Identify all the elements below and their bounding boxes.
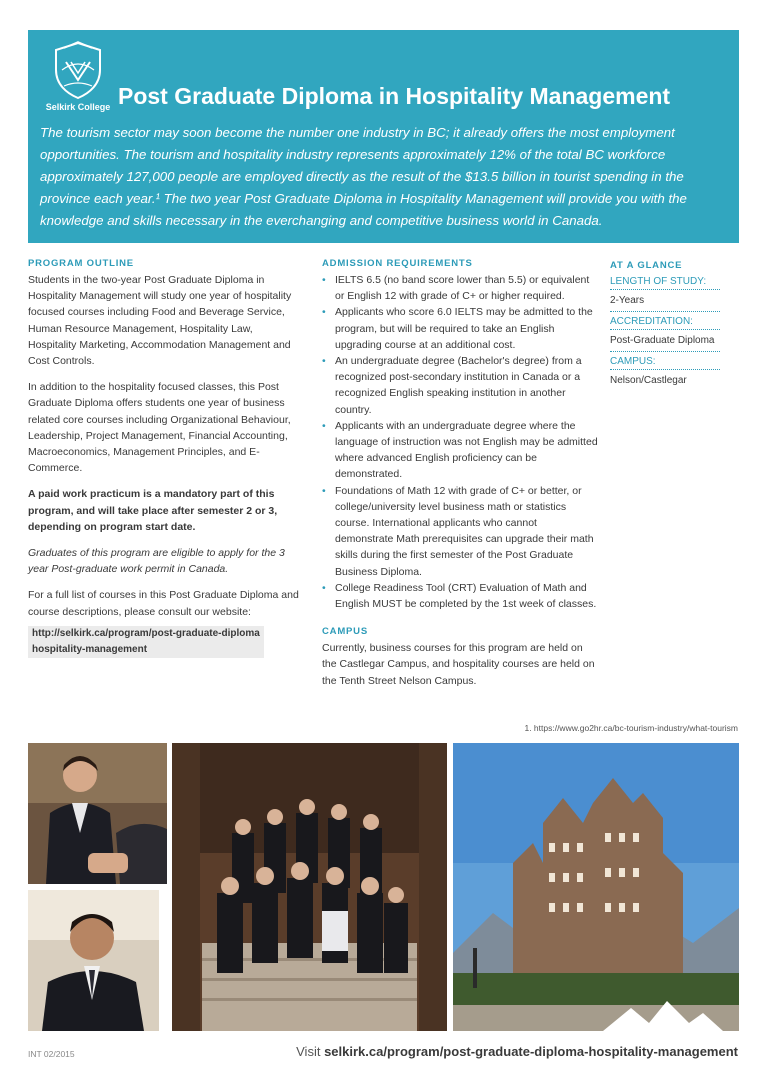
college-logo <box>44 40 112 116</box>
at-a-glance-section <box>610 259 720 391</box>
campus-text: Currently, business courses for this program are held on the Castlegar Campus, and hospitality courses are held on the Tenth Street Nelson Campus. <box>322 642 595 687</box>
campus-value: Nelson/Castlegar <box>610 375 687 386</box>
admission-item: • Applicants who score 6.0 IELTS may be admitted to the program, but will be required to take an English upgrading course at an additional cost. <box>322 304 598 353</box>
campus-heading: CAMPUS <box>322 626 368 638</box>
admission-heading: ADMISSION REQUIREMENTS <box>322 258 473 269</box>
divider <box>610 369 720 370</box>
accreditation-label: ACCREDITATION: <box>610 316 693 327</box>
divider <box>610 311 720 312</box>
admission-item: • IELTS 6.5 (no band score lower than 5.5) or equivalent or English 12 with grade of C+ or higher required. <box>322 272 598 304</box>
campus-section <box>322 625 598 689</box>
intro-paragraph: The tourism sector may soon become the number one industry in BC; it already offers the most employment opportunities. The tourism and hospitality industry represents approximately 12% of the total BC workforce approximately 127,000 people are employed directly as the result of the $13.5 billion in tourist spending in the province each year.¹ The two year Post Graduate Diploma in Hospitality Management will provide you with the knowledge and skills necessary in the everchanging and competitive business world in Canada. <box>40 125 687 228</box>
divider <box>610 289 720 290</box>
divider <box>610 329 720 330</box>
visit-url-link[interactable]: selkirk.ca/program/post-graduate-diploma-hospitality-management <box>324 1044 738 1059</box>
shield-icon <box>44 40 112 102</box>
length-of-study-value: 2-Years <box>610 295 645 306</box>
admission-item: • Foundations of Math 12 with grade of C+ or better, or college/university level business math or statistics course. International applicants who cannot demonstrate Math prerequisites can upgrade their math skills during the first semester of the Post Graduate Business Diploma. <box>322 483 598 580</box>
practicum-paragraph: A paid work practicum is a mandatory part of this program, and will take place after semester 2 or 3, depending on program start date. <box>28 488 278 533</box>
program-outline-heading: PROGRAM OUTLINE <box>28 258 134 269</box>
admission-list <box>322 272 598 612</box>
program-url-line-1: http://selkirk.ca/program/post-graduate-diploma <box>32 627 260 639</box>
length-of-study-label: LENGTH OF STUDY: <box>610 276 707 287</box>
admission-section <box>322 257 598 689</box>
program-url-link[interactable] <box>28 626 264 658</box>
document-code: INT 02/2015 <box>28 1049 75 1059</box>
admission-item: • An undergraduate degree (Bachelor's degree) from a recognized post-secondary institution in Canada or a recognized English speaking institution in another country. <box>322 353 598 418</box>
header-banner <box>28 30 739 243</box>
glance-heading: AT A GLANCE <box>610 260 683 271</box>
page-title: Post Graduate Diploma in Hospitality Management <box>118 83 671 109</box>
accreditation-value: Post-Graduate Diploma <box>610 335 715 346</box>
visit-label: Visit <box>296 1044 321 1059</box>
program-outline-section <box>28 257 303 658</box>
campus-label: CAMPUS: <box>610 356 656 367</box>
footer-visit <box>296 1044 738 1059</box>
courses-paragraph: For a full list of courses in this Post Graduate Diploma and course descriptions, please consult our website: <box>28 589 299 618</box>
photo-hotel-building <box>453 743 739 1031</box>
program-url-line-2: hospitality-management <box>32 643 148 655</box>
photo-hotel-staff <box>28 890 159 1031</box>
outline-paragraph-1: Students in the two-year Post Graduate Diploma in Hospitality Management will study one year of hospitality focused courses including Food and Beverage Service, Human Resource Management, Hospitality Law, Hospitality Marketing, Accommodation Management and Cost Controls. <box>28 274 292 368</box>
admission-item: • College Readiness Tool (CRT) Evaluation of Math and English MUST be completed by the 1st week of classes. <box>322 580 598 612</box>
footnote: 1. https://www.go2hr.ca/bc-tourism-industry/what-tourism <box>524 723 738 733</box>
divider <box>610 351 720 352</box>
work-permit-paragraph: Graduates of this program are eligible to apply for the 3 year Post-graduate work permit in Canada. <box>28 547 285 576</box>
college-name: Selkirk College <box>45 102 111 112</box>
photo-student-group <box>172 743 447 1031</box>
admission-item: • Applicants with an undergraduate degree where the language of instruction was not English may be admitted where advanced English proficiency can be demonstrated. <box>322 418 598 483</box>
outline-paragraph-2: In addition to the hospitality focused classes, this Post Graduate Diploma offers students one year of business related core courses including Organizational Behaviour, Leadership, Project Management, Financial Accounting, Macroeconomics, Management Principles, and E-Commerce. <box>28 381 291 475</box>
photo-hotel-reception <box>28 743 167 884</box>
